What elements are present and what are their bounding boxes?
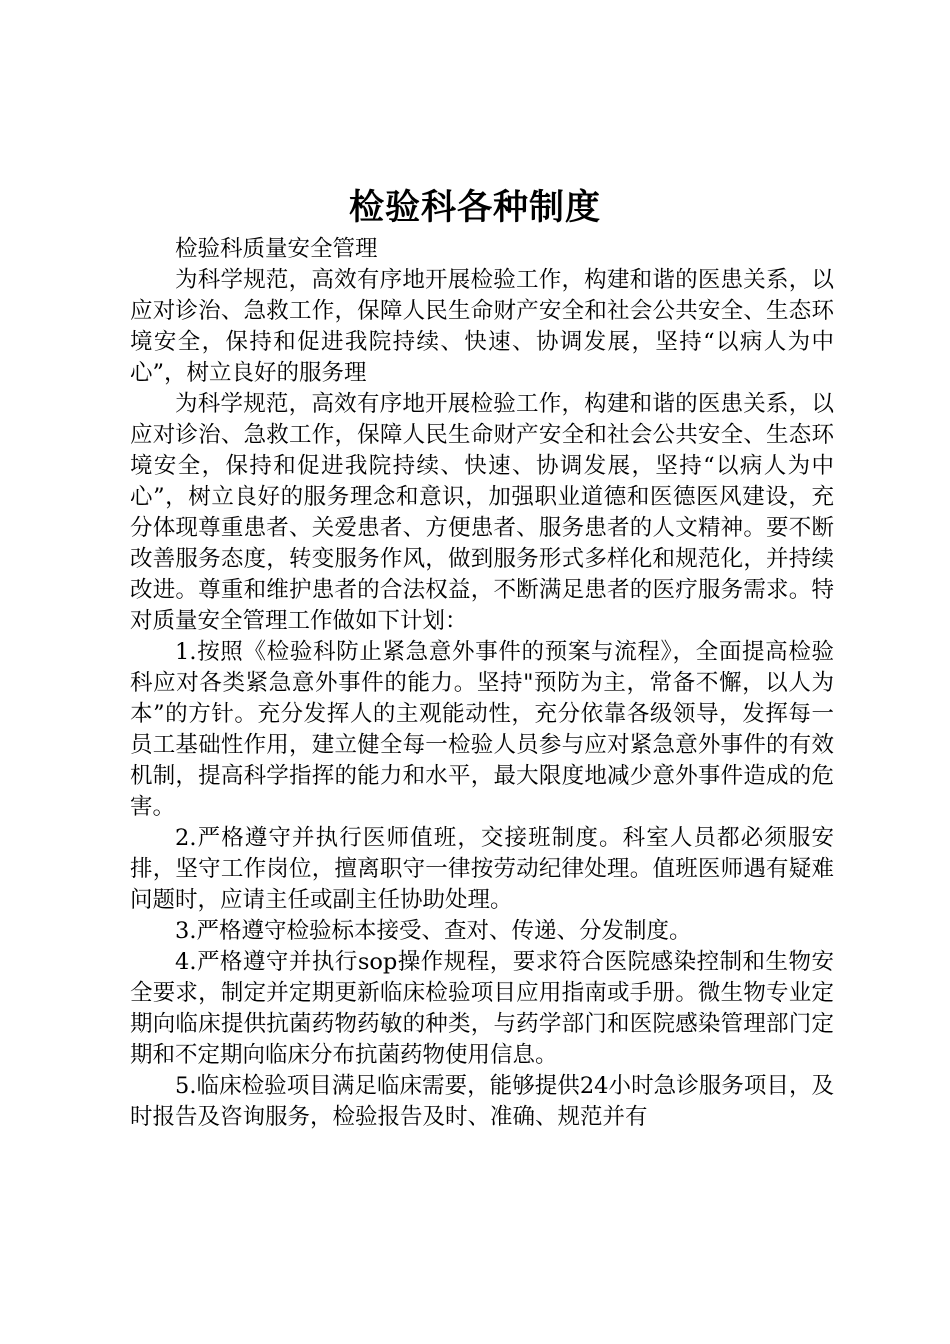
paragraph: 为科学规范，高效有序地开展检验工作，构建和谐的医患关系，以应对诊治、急救工作，保障人民生命财产安全和社会公共安全、生态环境安全，保持和促进我院持续、快速、协调发展，坚持“以病人为中心”，树立良好的服务理念和意识，加强职业道德和医德医风建设，充分体现尊重患者、关爱患者、方便患者、服务患者的人文精神。要不断改善服务态度，转变服务作风，做到服务形式多样化和规范化，并持续改进。尊重和维护患者的合法权益，不断满足患者的医疗服务需求。特对质量安全管理工作做如下计划： [130, 391, 834, 634]
document-title: 检验科各种制度 [348, 188, 601, 228]
section-heading: 检验科质量安全管理 [175, 236, 378, 262]
paragraph: 1.按照《检验科防止紧急意外事件的预案与流程》，全面提高检验科应对各类紧急意外事件的能力。坚持"预防为主，常备不懈，以人为本”的方针。充分发挥人的主观能动性，充分依靠各级领导，发挥每一员工基础性作用，建立健全每一检验人员参与应对紧急意外事件的有效机制，提高科学指挥的能力和水平，最大限度地减少意外事件造成的危害。 [130, 639, 834, 820]
paragraph: 5.临床检验项目满足临床需要，能够提供24小时急诊服务项目，及时报告及咨询服务，检验报告及时、准确、规范并有 [130, 1073, 834, 1130]
paragraph: 3.严格遵守检验标本接受、查对、传递、分发制度。 [175, 918, 692, 944]
paragraph: 4.严格遵守并执行sop操作规程，要求符合医院感染控制和生物安全要求，制定并定期更新临床检验项目应用指南或手册。微生物专业定期向临床提供抗菌药物药敏的种类，与药学部门和医院感染管理部门定期和不定期向临床分布抗菌药物使用信息。 [130, 949, 834, 1068]
paragraph: 为科学规范，高效有序地开展检验工作，构建和谐的医患关系，以应对诊治、急救工作，保障人民生命财产安全和社会公共安全、生态环境安全，保持和促进我院持续、快速、协调发展，坚持“以病人为中心”，树立良好的服务理 [130, 267, 834, 386]
document-body [130, 234, 834, 1133]
paragraph: 2.严格遵守并执行医师值班，交接班制度。科室人员都必须服安排，坚守工作岗位，擅离职守一律按劳动纪律处理。值班医师遇有疑难问题时，应请主任或副主任协助处理。 [130, 825, 834, 913]
